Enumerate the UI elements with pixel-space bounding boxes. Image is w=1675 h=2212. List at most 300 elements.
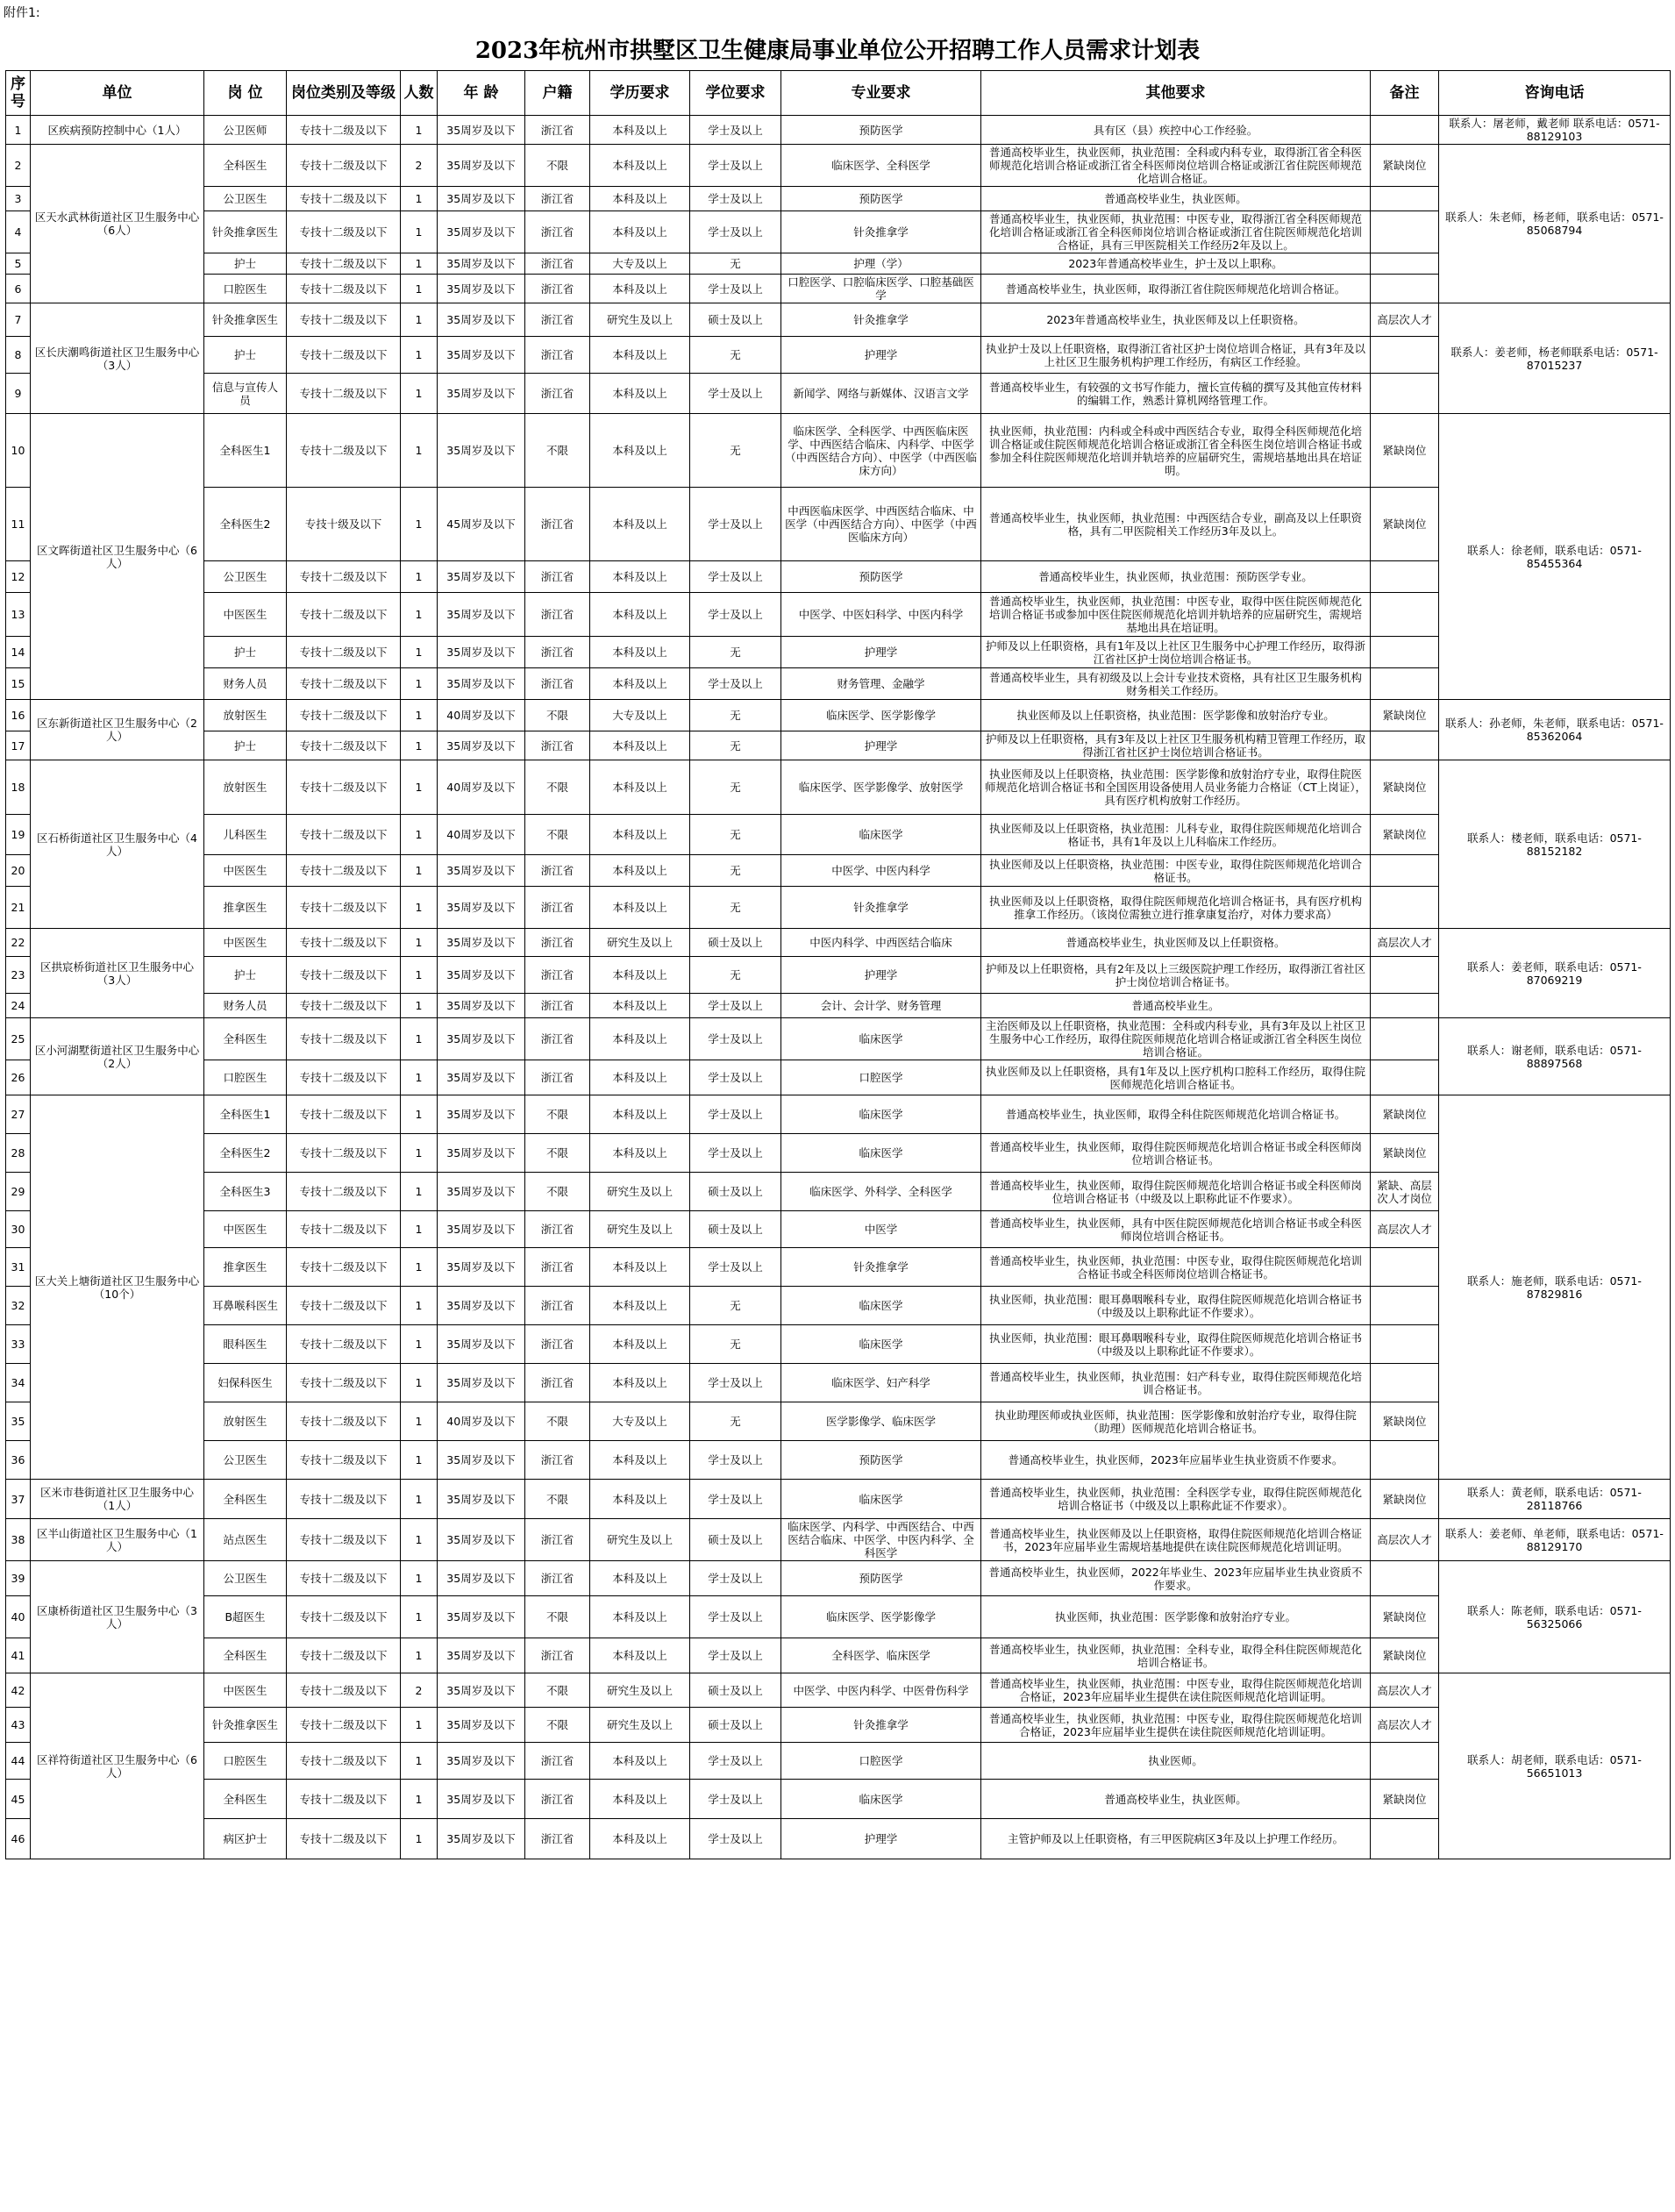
hukou-cell: 不限 xyxy=(525,1402,590,1441)
degree-cell: 学士及以上 xyxy=(690,1060,781,1095)
note-cell: 紧缺岗位 xyxy=(1371,488,1439,561)
level-cell: 专技十二级及以下 xyxy=(287,815,401,855)
post-cell: 全科医生1 xyxy=(204,414,287,488)
age-cell: 35周岁及以下 xyxy=(438,116,525,145)
unit-cell: 区康桥街道社区卫生服务中心（3人） xyxy=(31,1561,204,1673)
seq-cell: 14 xyxy=(6,637,31,668)
education-cell: 研究生及以上 xyxy=(590,1708,690,1743)
seq-cell: 11 xyxy=(6,488,31,561)
header-count: 人数 xyxy=(401,71,438,116)
table-row xyxy=(6,1596,1671,1638)
hukou-cell: 浙江省 xyxy=(525,1248,590,1287)
table-row xyxy=(6,414,1671,488)
education-cell: 本科及以上 xyxy=(590,337,690,374)
table-row xyxy=(6,1519,1671,1561)
seq-cell: 22 xyxy=(6,929,31,957)
table-row xyxy=(6,1364,1671,1402)
level-cell: 专技十二级及以下 xyxy=(287,414,401,488)
other-cell: 普通高校毕业生，执业医师，取得住院医师规范化培训合格证书或全科医师岗位培训合格证书（中级及以上职称此证不作要求）。 xyxy=(981,1173,1371,1211)
age-cell: 40周岁及以下 xyxy=(438,760,525,815)
seq-cell: 34 xyxy=(6,1364,31,1402)
unit-cell: 区疾病预防控制中心（1人） xyxy=(31,116,204,145)
degree-cell: 学士及以上 xyxy=(690,1441,781,1480)
education-cell: 本科及以上 xyxy=(590,760,690,815)
count-cell: 1 xyxy=(401,1211,438,1248)
education-cell: 本科及以上 xyxy=(590,414,690,488)
contact-cell: 联系人：胡老师，联系电话：0571-56651013 xyxy=(1439,1673,1671,1859)
seq-cell: 25 xyxy=(6,1018,31,1060)
note-cell xyxy=(1371,855,1439,887)
unit-cell: 区小河湖墅街道社区卫生服务中心（2人） xyxy=(31,1018,204,1095)
unit-cell: 区石桥街道社区卫生服务中心（4人） xyxy=(31,760,204,929)
count-cell: 1 xyxy=(401,488,438,561)
other-cell: 2023年普通高校毕业生，护士及以上职称。 xyxy=(981,253,1371,275)
education-cell: 本科及以上 xyxy=(590,637,690,668)
note-cell: 高层次人才 xyxy=(1371,1673,1439,1708)
note-cell xyxy=(1371,1248,1439,1287)
table-row xyxy=(6,887,1671,929)
count-cell: 1 xyxy=(401,668,438,700)
count-cell: 1 xyxy=(401,1018,438,1060)
note-cell xyxy=(1371,1060,1439,1095)
seq-cell: 3 xyxy=(6,187,31,211)
note-cell xyxy=(1371,1743,1439,1780)
other-cell: 普通高校毕业生，执业医师及以上任职资格，取得住院医师规范化培训合格证书，2023年应届毕业生需规培基地提供在读住院医师规范化培训证明。 xyxy=(981,1519,1371,1561)
note-cell xyxy=(1371,731,1439,760)
count-cell: 1 xyxy=(401,1561,438,1596)
seq-cell: 42 xyxy=(6,1673,31,1708)
degree-cell: 学士及以上 xyxy=(690,211,781,253)
education-cell: 研究生及以上 xyxy=(590,1211,690,1248)
contact-cell: 联系人：黄老师，联系电话：0571-28118766 xyxy=(1439,1480,1671,1519)
hukou-cell: 不限 xyxy=(525,1134,590,1173)
hukou-cell: 浙江省 xyxy=(525,1060,590,1095)
post-cell: 全科医生 xyxy=(204,1018,287,1060)
note-cell: 高层次人才 xyxy=(1371,1708,1439,1743)
seq-cell: 18 xyxy=(6,760,31,815)
major-cell: 预防医学 xyxy=(781,116,981,145)
major-cell: 新闻学、网络与新媒体、汉语言文学 xyxy=(781,374,981,414)
education-cell: 本科及以上 xyxy=(590,374,690,414)
note-cell xyxy=(1371,887,1439,929)
major-cell: 临床医学、医学影像学、放射医学 xyxy=(781,760,981,815)
count-cell: 1 xyxy=(401,957,438,994)
education-cell: 本科及以上 xyxy=(590,1561,690,1596)
header-major: 专业要求 xyxy=(781,71,981,116)
count-cell: 1 xyxy=(401,1743,438,1780)
other-cell: 普通高校毕业生，执业医师，执业范围：全科医学专业，取得住院医师规范化培训合格证书（中级及以上职称此证不作要求）。 xyxy=(981,1480,1371,1519)
count-cell: 1 xyxy=(401,593,438,637)
table-row xyxy=(6,1248,1671,1287)
other-cell: 普通高校毕业生，执业医师，取得浙江省住院医师规范化培训合格证。 xyxy=(981,275,1371,303)
degree-cell: 学士及以上 xyxy=(690,1638,781,1673)
hukou-cell: 浙江省 xyxy=(525,1287,590,1325)
hukou-cell: 浙江省 xyxy=(525,1211,590,1248)
education-cell: 本科及以上 xyxy=(590,731,690,760)
post-cell: 公卫医生 xyxy=(204,561,287,593)
seq-cell: 16 xyxy=(6,700,31,731)
level-cell: 专技十二级及以下 xyxy=(287,855,401,887)
age-cell: 35周岁及以下 xyxy=(438,303,525,337)
age-cell: 35周岁及以下 xyxy=(438,1325,525,1364)
level-cell: 专技十二级及以下 xyxy=(287,337,401,374)
note-cell: 紧缺岗位 xyxy=(1371,1780,1439,1819)
seq-cell: 1 xyxy=(6,116,31,145)
education-cell: 本科及以上 xyxy=(590,561,690,593)
age-cell: 35周岁及以下 xyxy=(438,253,525,275)
post-cell: 口腔医生 xyxy=(204,1060,287,1095)
post-cell: 妇保科医生 xyxy=(204,1364,287,1402)
education-cell: 大专及以上 xyxy=(590,1402,690,1441)
level-cell: 专技十二级及以下 xyxy=(287,253,401,275)
education-cell: 本科及以上 xyxy=(590,957,690,994)
education-cell: 本科及以上 xyxy=(590,1743,690,1780)
count-cell: 1 xyxy=(401,1708,438,1743)
table-header-row xyxy=(6,71,1671,116)
post-cell: 护士 xyxy=(204,637,287,668)
count-cell: 1 xyxy=(401,1095,438,1134)
post-cell: 全科医生1 xyxy=(204,1095,287,1134)
post-cell: 公卫医生 xyxy=(204,187,287,211)
post-cell: 中医医生 xyxy=(204,929,287,957)
other-cell: 执业医师及以上任职资格，取得住院医师规范化培训合格证书，具有医疗机构推拿工作经历。（该岗位需独立进行推拿康复治疗，对体力要求高） xyxy=(981,887,1371,929)
level-cell: 专技十二级及以下 xyxy=(287,637,401,668)
other-cell: 普通高校毕业生，执业医师。 xyxy=(981,187,1371,211)
other-cell: 执业助理医师或执业医师，执业范围：医学影像和放射治疗专业，取得住院（助理）医师规范化培训合格证书。 xyxy=(981,1402,1371,1441)
seq-cell: 32 xyxy=(6,1287,31,1325)
unit-cell: 区祥符街道社区卫生服务中心（6人） xyxy=(31,1673,204,1859)
major-cell: 针灸推拿学 xyxy=(781,211,981,253)
note-cell: 紧缺岗位 xyxy=(1371,1134,1439,1173)
degree-cell: 无 xyxy=(690,1287,781,1325)
major-cell: 临床医学、全科医学 xyxy=(781,145,981,187)
table-row xyxy=(6,1708,1671,1743)
table-row xyxy=(6,1095,1671,1134)
major-cell: 针灸推拿学 xyxy=(781,1708,981,1743)
table-row xyxy=(6,1211,1671,1248)
post-cell: B超医生 xyxy=(204,1596,287,1638)
other-cell: 普通高校毕业生，执业医师，执业范围：全科或内科专业，取得浙江省全科医师规范化培训合格证或浙江省全科医师岗位培训合格证或浙江省住院医师规范化培训合格证。 xyxy=(981,145,1371,187)
degree-cell: 学士及以上 xyxy=(690,668,781,700)
education-cell: 本科及以上 xyxy=(590,1638,690,1673)
other-cell: 普通高校毕业生，执业医师，执业范围：全科专业，取得全科住院医师规范化培训合格证书。 xyxy=(981,1638,1371,1673)
note-cell: 紧缺岗位 xyxy=(1371,1095,1439,1134)
seq-cell: 17 xyxy=(6,731,31,760)
post-cell: 护士 xyxy=(204,253,287,275)
level-cell: 专技十二级及以下 xyxy=(287,1561,401,1596)
age-cell: 35周岁及以下 xyxy=(438,1596,525,1638)
education-cell: 本科及以上 xyxy=(590,1819,690,1859)
post-cell: 病区护士 xyxy=(204,1819,287,1859)
table-row xyxy=(6,1441,1671,1480)
note-cell xyxy=(1371,593,1439,637)
contact-cell: 联系人：楼老师，联系电话：0571-88152182 xyxy=(1439,760,1671,929)
age-cell: 35周岁及以下 xyxy=(438,211,525,253)
hukou-cell: 浙江省 xyxy=(525,337,590,374)
age-cell: 35周岁及以下 xyxy=(438,374,525,414)
other-cell: 护师及以上任职资格，具有3年及以上社区卫生服务机构精卫管理工作经历，取得浙江省社区护士岗位培训合格证书。 xyxy=(981,731,1371,760)
note-cell xyxy=(1371,957,1439,994)
unit-cell: 区米市巷街道社区卫生服务中心（1人） xyxy=(31,1480,204,1519)
seq-cell: 33 xyxy=(6,1325,31,1364)
seq-cell: 13 xyxy=(6,593,31,637)
seq-cell: 35 xyxy=(6,1402,31,1441)
post-cell: 口腔医生 xyxy=(204,1743,287,1780)
age-cell: 35周岁及以下 xyxy=(438,929,525,957)
count-cell: 1 xyxy=(401,211,438,253)
count-cell: 1 xyxy=(401,1134,438,1173)
note-cell xyxy=(1371,253,1439,275)
degree-cell: 无 xyxy=(690,731,781,760)
note-cell xyxy=(1371,1325,1439,1364)
age-cell: 35周岁及以下 xyxy=(438,593,525,637)
degree-cell: 无 xyxy=(690,637,781,668)
hukou-cell: 浙江省 xyxy=(525,1561,590,1596)
seq-cell: 31 xyxy=(6,1248,31,1287)
degree-cell: 学士及以上 xyxy=(690,1248,781,1287)
other-cell: 执业医师。 xyxy=(981,1743,1371,1780)
education-cell: 本科及以上 xyxy=(590,211,690,253)
note-cell xyxy=(1371,994,1439,1018)
count-cell: 1 xyxy=(401,253,438,275)
major-cell: 护理学 xyxy=(781,637,981,668)
table-row xyxy=(6,1402,1671,1441)
seq-cell: 39 xyxy=(6,1561,31,1596)
level-cell: 专技十二级及以下 xyxy=(287,1095,401,1134)
seq-cell: 28 xyxy=(6,1134,31,1173)
major-cell: 中医学、中医妇科学、中医内科学 xyxy=(781,593,981,637)
major-cell: 中医内科学、中西医结合临床 xyxy=(781,929,981,957)
post-cell: 中医医生 xyxy=(204,593,287,637)
note-cell: 紧缺、高层次人才岗位 xyxy=(1371,1173,1439,1211)
degree-cell: 学士及以上 xyxy=(690,187,781,211)
contact-cell: 联系人：姜老师，杨老师联系电话：0571-87015237 xyxy=(1439,303,1671,414)
age-cell: 35周岁及以下 xyxy=(438,1519,525,1561)
contact-cell: 联系人：屠老师，戴老师 联系电话：0571- 88129103 xyxy=(1439,116,1671,145)
other-cell: 执业医师及以上任职资格，执业范围：中医专业，取得住院医师规范化培训合格证书。 xyxy=(981,855,1371,887)
level-cell: 专技十二级及以下 xyxy=(287,211,401,253)
education-cell: 本科及以上 xyxy=(590,815,690,855)
count-cell: 1 xyxy=(401,414,438,488)
other-cell: 普通高校毕业生，执业医师，执业范围：中医专业，取得住院医师规范化培训合格证书或全科医师岗位培训合格证书。 xyxy=(981,1248,1371,1287)
hukou-cell: 浙江省 xyxy=(525,187,590,211)
major-cell: 预防医学 xyxy=(781,561,981,593)
count-cell: 1 xyxy=(401,337,438,374)
seq-cell: 7 xyxy=(6,303,31,337)
major-cell: 中西医临床医学、中西医结合临床、中医学（中西医结合方向）、中医学（中西医临床方向） xyxy=(781,488,981,561)
table-row xyxy=(6,855,1671,887)
header-no: 序号 xyxy=(6,71,31,116)
major-cell: 口腔医学 xyxy=(781,1743,981,1780)
age-cell: 35周岁及以下 xyxy=(438,1364,525,1402)
note-cell xyxy=(1371,1287,1439,1325)
seq-cell: 10 xyxy=(6,414,31,488)
table-row xyxy=(6,760,1671,815)
header-degree: 学位要求 xyxy=(690,71,781,116)
major-cell: 中医学、中医内科学、中医骨伤科学 xyxy=(781,1673,981,1708)
major-cell: 财务管理、金融学 xyxy=(781,668,981,700)
degree-cell: 学士及以上 xyxy=(690,1819,781,1859)
post-cell: 公卫医师 xyxy=(204,116,287,145)
major-cell: 针灸推拿学 xyxy=(781,303,981,337)
hukou-cell: 浙江省 xyxy=(525,275,590,303)
table-row xyxy=(6,1780,1671,1819)
hukou-cell: 不限 xyxy=(525,815,590,855)
table-row xyxy=(6,488,1671,561)
post-cell: 全科医生 xyxy=(204,1480,287,1519)
note-cell xyxy=(1371,187,1439,211)
post-cell: 站点医生 xyxy=(204,1519,287,1561)
degree-cell: 学士及以上 xyxy=(690,561,781,593)
age-cell: 35周岁及以下 xyxy=(438,275,525,303)
other-cell: 主管护师及以上任职资格，有三甲医院病区3年及以上护理工作经历。 xyxy=(981,1819,1371,1859)
degree-cell: 硕士及以上 xyxy=(690,1519,781,1561)
count-cell: 1 xyxy=(401,561,438,593)
age-cell: 35周岁及以下 xyxy=(438,637,525,668)
count-cell: 2 xyxy=(401,1673,438,1708)
education-cell: 本科及以上 xyxy=(590,855,690,887)
education-cell: 研究生及以上 xyxy=(590,929,690,957)
level-cell: 专技十二级及以下 xyxy=(287,1134,401,1173)
degree-cell: 硕士及以上 xyxy=(690,1211,781,1248)
degree-cell: 无 xyxy=(690,887,781,929)
header-note: 备注 xyxy=(1371,71,1439,116)
major-cell: 临床医学、妇产科学 xyxy=(781,1364,981,1402)
post-cell: 全科医生3 xyxy=(204,1173,287,1211)
note-cell: 紧缺岗位 xyxy=(1371,760,1439,815)
major-cell: 临床医学 xyxy=(781,1095,981,1134)
count-cell: 1 xyxy=(401,1060,438,1095)
header-post: 岗 位 xyxy=(204,71,287,116)
hukou-cell: 浙江省 xyxy=(525,994,590,1018)
age-cell: 35周岁及以下 xyxy=(438,994,525,1018)
seq-cell: 38 xyxy=(6,1519,31,1561)
header-other: 其他要求 xyxy=(981,71,1371,116)
table-row xyxy=(6,211,1671,253)
major-cell: 会计、会计学、财务管理 xyxy=(781,994,981,1018)
level-cell: 专技十二级及以下 xyxy=(287,1596,401,1638)
major-cell: 临床医学 xyxy=(781,1018,981,1060)
hukou-cell: 浙江省 xyxy=(525,211,590,253)
hukou-cell: 浙江省 xyxy=(525,1743,590,1780)
education-cell: 本科及以上 xyxy=(590,887,690,929)
age-cell: 35周岁及以下 xyxy=(438,887,525,929)
level-cell: 专技十二级及以下 xyxy=(287,303,401,337)
hukou-cell: 浙江省 xyxy=(525,1819,590,1859)
post-cell: 推拿医生 xyxy=(204,1248,287,1287)
post-cell: 针灸推拿医生 xyxy=(204,303,287,337)
other-cell: 普通高校毕业生，有较强的文书写作能力，擅长宣传稿的撰写及其他宣传材料的编辑工作，熟悉计算机网络管理工作。 xyxy=(981,374,1371,414)
seq-cell: 2 xyxy=(6,145,31,187)
level-cell: 专技十二级及以下 xyxy=(287,1248,401,1287)
unit-cell: 区文晖街道社区卫生服务中心（6人） xyxy=(31,414,204,700)
level-cell: 专技十二级及以下 xyxy=(287,668,401,700)
level-cell: 专技十二级及以下 xyxy=(287,1287,401,1325)
age-cell: 35周岁及以下 xyxy=(438,1095,525,1134)
note-cell xyxy=(1371,1561,1439,1596)
header-level: 岗位类别及等级 xyxy=(287,71,401,116)
count-cell: 1 xyxy=(401,116,438,145)
seq-cell: 21 xyxy=(6,887,31,929)
level-cell: 专技十二级及以下 xyxy=(287,593,401,637)
degree-cell: 学士及以上 xyxy=(690,1596,781,1638)
age-cell: 35周岁及以下 xyxy=(438,1673,525,1708)
level-cell: 专技十二级及以下 xyxy=(287,957,401,994)
major-cell: 口腔医学、口腔临床医学、口腔基础医学 xyxy=(781,275,981,303)
table-row xyxy=(6,1480,1671,1519)
education-cell: 本科及以上 xyxy=(590,1134,690,1173)
other-cell: 执业护士及以上任职资格，取得浙江省社区护士岗位培训合格证，具有3年及以上社区卫生服务机构护理工作经历，有病区工作经验。 xyxy=(981,337,1371,374)
hukou-cell: 浙江省 xyxy=(525,1441,590,1480)
post-cell: 全科医生 xyxy=(204,145,287,187)
major-cell: 预防医学 xyxy=(781,187,981,211)
table-row xyxy=(6,637,1671,668)
degree-cell: 学士及以上 xyxy=(690,1780,781,1819)
other-cell: 护师及以上任职资格，具有2年及以上三级医院护理工作经历，取得浙江省社区护士岗位培训合格证书。 xyxy=(981,957,1371,994)
count-cell: 1 xyxy=(401,303,438,337)
level-cell: 专技十二级及以下 xyxy=(287,116,401,145)
major-cell: 临床医学 xyxy=(781,815,981,855)
degree-cell: 无 xyxy=(690,815,781,855)
count-cell: 1 xyxy=(401,1819,438,1859)
hukou-cell: 不限 xyxy=(525,1596,590,1638)
age-cell: 35周岁及以下 xyxy=(438,1134,525,1173)
level-cell: 专技十二级及以下 xyxy=(287,1325,401,1364)
seq-cell: 27 xyxy=(6,1095,31,1134)
other-cell: 执业医师，执业范围：医学影像和放射治疗专业。 xyxy=(981,1596,1371,1638)
hukou-cell: 浙江省 xyxy=(525,668,590,700)
table-row xyxy=(6,1819,1671,1859)
seq-cell: 29 xyxy=(6,1173,31,1211)
post-cell: 全科医生 xyxy=(204,1638,287,1673)
post-cell: 口腔医生 xyxy=(204,275,287,303)
other-cell: 执业医师，执业范围：眼耳鼻咽喉科专业，取得住院医师规范化培训合格证书（中级及以上职称此证不作要求）。 xyxy=(981,1287,1371,1325)
note-cell: 紧缺岗位 xyxy=(1371,1402,1439,1441)
count-cell: 1 xyxy=(401,1480,438,1519)
age-cell: 35周岁及以下 xyxy=(438,1743,525,1780)
page-title: 2023年杭州市拱墅区卫生健康局事业单位公开招聘工作人员需求计划表 xyxy=(474,38,1201,64)
seq-cell: 5 xyxy=(6,253,31,275)
table-row xyxy=(6,1173,1671,1211)
age-cell: 35周岁及以下 xyxy=(438,1708,525,1743)
degree-cell: 学士及以上 xyxy=(690,1561,781,1596)
major-cell: 临床医学 xyxy=(781,1480,981,1519)
level-cell: 专技十二级及以下 xyxy=(287,1819,401,1859)
education-cell: 本科及以上 xyxy=(590,1018,690,1060)
note-cell xyxy=(1371,337,1439,374)
level-cell: 专技十二级及以下 xyxy=(287,1673,401,1708)
seq-cell: 12 xyxy=(6,561,31,593)
header-education: 学历要求 xyxy=(590,71,690,116)
degree-cell: 学士及以上 xyxy=(690,275,781,303)
age-cell: 35周岁及以下 xyxy=(438,1248,525,1287)
note-cell: 紧缺岗位 xyxy=(1371,414,1439,488)
note-cell xyxy=(1371,1364,1439,1402)
count-cell: 1 xyxy=(401,731,438,760)
note-cell xyxy=(1371,1018,1439,1060)
table-row xyxy=(6,374,1671,414)
degree-cell: 无 xyxy=(690,1325,781,1364)
age-cell: 35周岁及以下 xyxy=(438,1561,525,1596)
level-cell: 专技十二级及以下 xyxy=(287,1402,401,1441)
major-cell: 护理学 xyxy=(781,337,981,374)
major-cell: 护理学 xyxy=(781,731,981,760)
education-cell: 大专及以上 xyxy=(590,700,690,731)
age-cell: 40周岁及以下 xyxy=(438,700,525,731)
level-cell: 专技十二级及以下 xyxy=(287,1173,401,1211)
age-cell: 35周岁及以下 xyxy=(438,1441,525,1480)
major-cell: 中医学、中医内科学 xyxy=(781,855,981,887)
